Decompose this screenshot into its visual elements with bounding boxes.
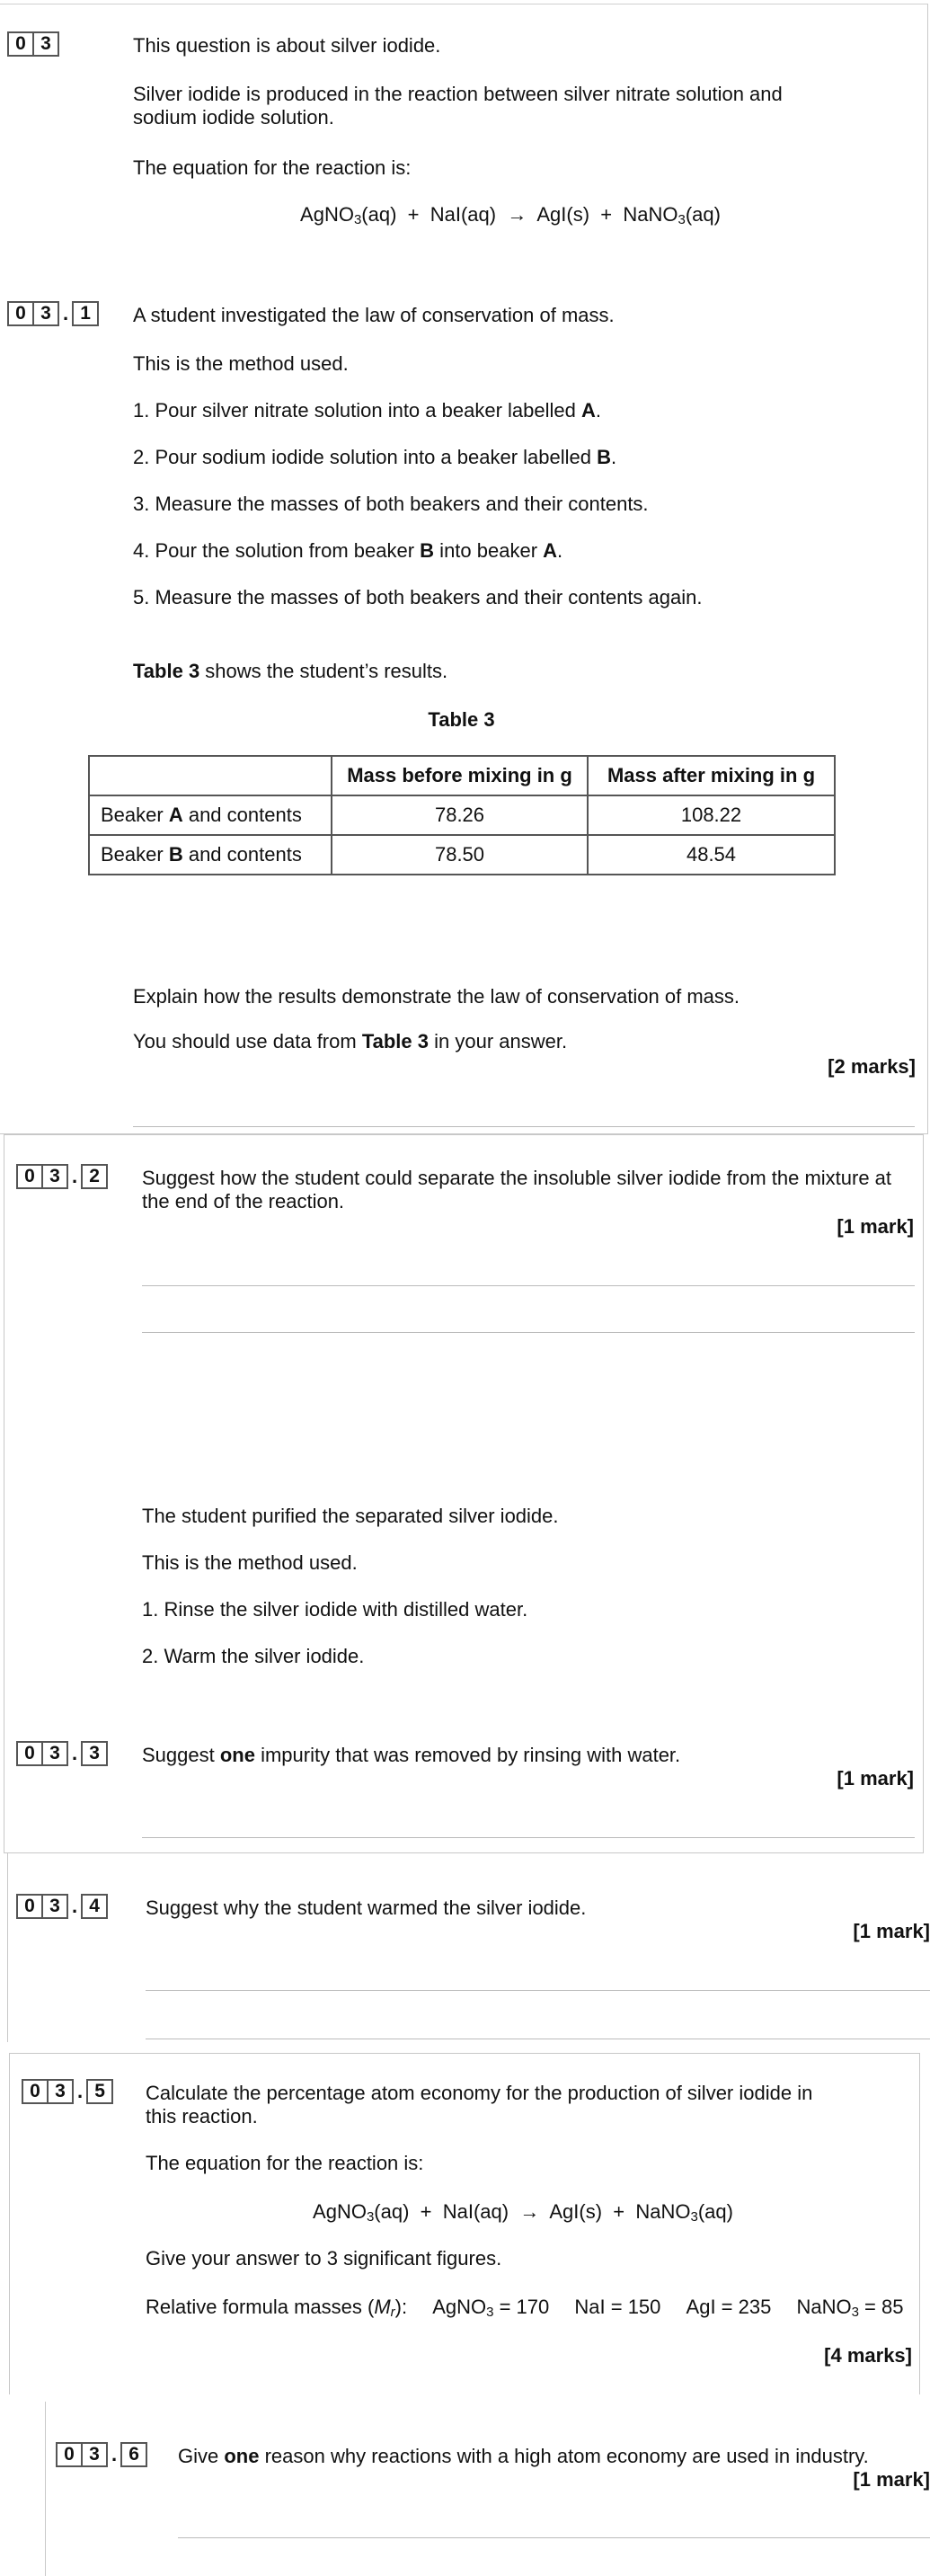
method-step-4: 4. Pour the solution from beaker B into beaker A. <box>133 539 563 562</box>
eq-product-2: NaNO$_3$(aq) <box>623 203 721 227</box>
question-digit: 3 <box>47 2079 74 2104</box>
table-row <box>89 835 835 875</box>
q033-prompt: Suggest one impurity that was removed by rinsing with water. <box>142 1744 681 1766</box>
question-digit: 3 <box>41 1741 68 1766</box>
question-dot: . <box>72 1742 78 1764</box>
eq-plus: + <box>407 203 420 226</box>
q032-method-label: This is the method used. <box>142 1551 358 1574</box>
question-dot: . <box>77 2080 84 2102</box>
eq-reactant-1: AgNO$_3$(aq) <box>313 2200 410 2225</box>
table-header-cell <box>89 756 332 795</box>
question-dot: . <box>72 1165 78 1187</box>
answer-line[interactable] <box>142 1332 915 1333</box>
method-step-5: 5. Measure the masses of both beakers and their contents again. <box>133 586 703 608</box>
question-digit: 0 <box>16 1164 43 1189</box>
table-header-cell: Mass after mixing in g <box>588 756 835 795</box>
question-number-03 <box>7 31 58 58</box>
table-title: Table 3 <box>428 708 495 731</box>
question-digit: 0 <box>7 301 34 326</box>
question-number-03-2 <box>16 1163 106 1190</box>
eq-arrow: → <box>507 203 527 226</box>
q034-marks: [1 mark] <box>853 1920 930 1942</box>
question-dot: . <box>72 1895 78 1917</box>
question-digit: 6 <box>120 2442 147 2467</box>
table-cell-after: 48.54 <box>588 835 835 875</box>
q036-marks: [1 mark] <box>853 2468 930 2491</box>
answer-line[interactable] <box>178 2537 930 2538</box>
question-digit: 0 <box>16 1894 43 1919</box>
question-number-03-3 <box>16 1740 106 1767</box>
question-digit: 0 <box>22 2079 49 2104</box>
q03-intro: This question is about silver iodide. <box>133 34 441 57</box>
question-digit: 3 <box>81 1741 108 1766</box>
q031-prompt: A student investigated the law of conservation of mass. <box>133 304 615 326</box>
q031-use-data: You should use data from Table 3 in your answer. <box>133 1030 568 1053</box>
answer-line[interactable] <box>146 1990 930 1991</box>
answer-line[interactable] <box>142 1837 915 1838</box>
eq-reactant-2: NaI(aq) <box>442 2200 509 2223</box>
q031-method-label: This is the method used. <box>133 352 349 375</box>
results-table <box>88 755 836 875</box>
method-step-2: 2. Pour sodium iodide solution into a beaker labelled B. <box>133 446 617 468</box>
method-step-3: 3. Measure the masses of both beakers and their contents. <box>133 493 649 515</box>
table-cell-after: 108.22 <box>588 795 835 835</box>
eq-product-2: NaNO$_3$(aq) <box>635 2200 733 2225</box>
question-digit: 0 <box>7 31 34 57</box>
question-digit: 3 <box>41 1894 68 1919</box>
question-dot: . <box>111 2443 118 2465</box>
q036-prompt: Give one reason why reactions with a high atom economy are used in industry. <box>178 2445 869 2467</box>
table-row <box>89 795 835 835</box>
q03-equation-label: The equation for the reaction is: <box>133 156 412 179</box>
page-frame-q036-left <box>45 2402 46 2576</box>
answer-line[interactable] <box>142 1285 915 1286</box>
question-digit: 1 <box>72 301 99 326</box>
purify-step-2: 2. Warm the silver iodide. <box>142 1645 365 1667</box>
q03-equation <box>133 203 888 227</box>
eq-reactant-2: NaI(aq) <box>430 203 497 226</box>
eq-product-1: AgI(s) <box>549 2200 603 2223</box>
purify-step-1: 1. Rinse the silver iodide with distilled water. <box>142 1598 528 1621</box>
q033-marks: [1 mark] <box>837 1767 914 1790</box>
question-number-03-6 <box>56 2441 146 2468</box>
question-digit: 3 <box>32 31 59 57</box>
q031-explain: Explain how the results demonstrate the law of conservation of mass. <box>133 985 740 1008</box>
table-reference: Table 3 shows the student’s results. <box>133 660 448 682</box>
q035-prompt: Calculate the percentage atom economy for the production of silver iodide in this reaction. <box>146 2082 813 2127</box>
q032-marks: [1 mark] <box>837 1215 914 1238</box>
q035-relative-masses: Relative formula masses $(M_r)$: AgNO$_3$ = 170 NaI = 150 AgI = 235 NaNO$_3$ = 85 <box>146 2296 904 2320</box>
eq-reactant-1: AgNO$_3$(aq) <box>300 203 397 227</box>
table-header-row <box>89 756 835 795</box>
question-digit: 0 <box>56 2442 83 2467</box>
table-header-cell: Mass before mixing in g <box>332 756 588 795</box>
eq-plus: + <box>613 2200 625 2223</box>
table-cell-before: 78.26 <box>332 795 588 835</box>
question-number-03-4 <box>16 1893 106 1920</box>
method-step-1: 1. Pour silver nitrate solution into a beaker labelled A. <box>133 399 601 422</box>
answer-line[interactable] <box>133 1126 915 1127</box>
q032-prompt: Suggest how the student could separate the insoluble silver iodide from the mixture at the end of the reaction. <box>142 1167 892 1212</box>
question-digit: 4 <box>81 1894 108 1919</box>
q03-intro-2: Silver iodide is produced in the reaction between silver nitrate solution and sodium iodide solution. <box>133 83 783 129</box>
question-digit: 5 <box>86 2079 113 2104</box>
question-number-03-5 <box>22 2078 111 2105</box>
table-cell-label: Beaker B and contents <box>89 835 332 875</box>
q035-marks: [4 marks] <box>824 2344 912 2367</box>
question-dot: . <box>63 302 69 324</box>
question-digit: 3 <box>81 2442 108 2467</box>
q032-purified: The student purified the separated silver iodide. <box>142 1505 559 1527</box>
question-number-03-1 <box>7 300 97 327</box>
q031-marks: [2 marks] <box>828 1055 916 1078</box>
eq-plus: + <box>420 2200 432 2223</box>
question-digit: 3 <box>32 301 59 326</box>
eq-product-1: AgI(s) <box>536 203 590 226</box>
eq-plus: + <box>600 203 613 226</box>
question-digit: 0 <box>16 1741 43 1766</box>
q035-equation <box>146 2200 900 2224</box>
q035-sigfig: Give your answer to 3 significant figures. <box>146 2247 502 2270</box>
table-cell-before: 78.50 <box>332 835 588 875</box>
eq-arrow: → <box>519 2200 540 2223</box>
table-cell-label: Beaker A and contents <box>89 795 332 835</box>
page-frame-q034-left <box>7 1853 8 2042</box>
question-digit: 2 <box>81 1164 108 1189</box>
q035-equation-label: The equation for the reaction is: <box>146 2152 424 2174</box>
question-digit: 3 <box>41 1164 68 1189</box>
q034-prompt: Suggest why the student warmed the silver iodide. <box>146 1896 587 1919</box>
